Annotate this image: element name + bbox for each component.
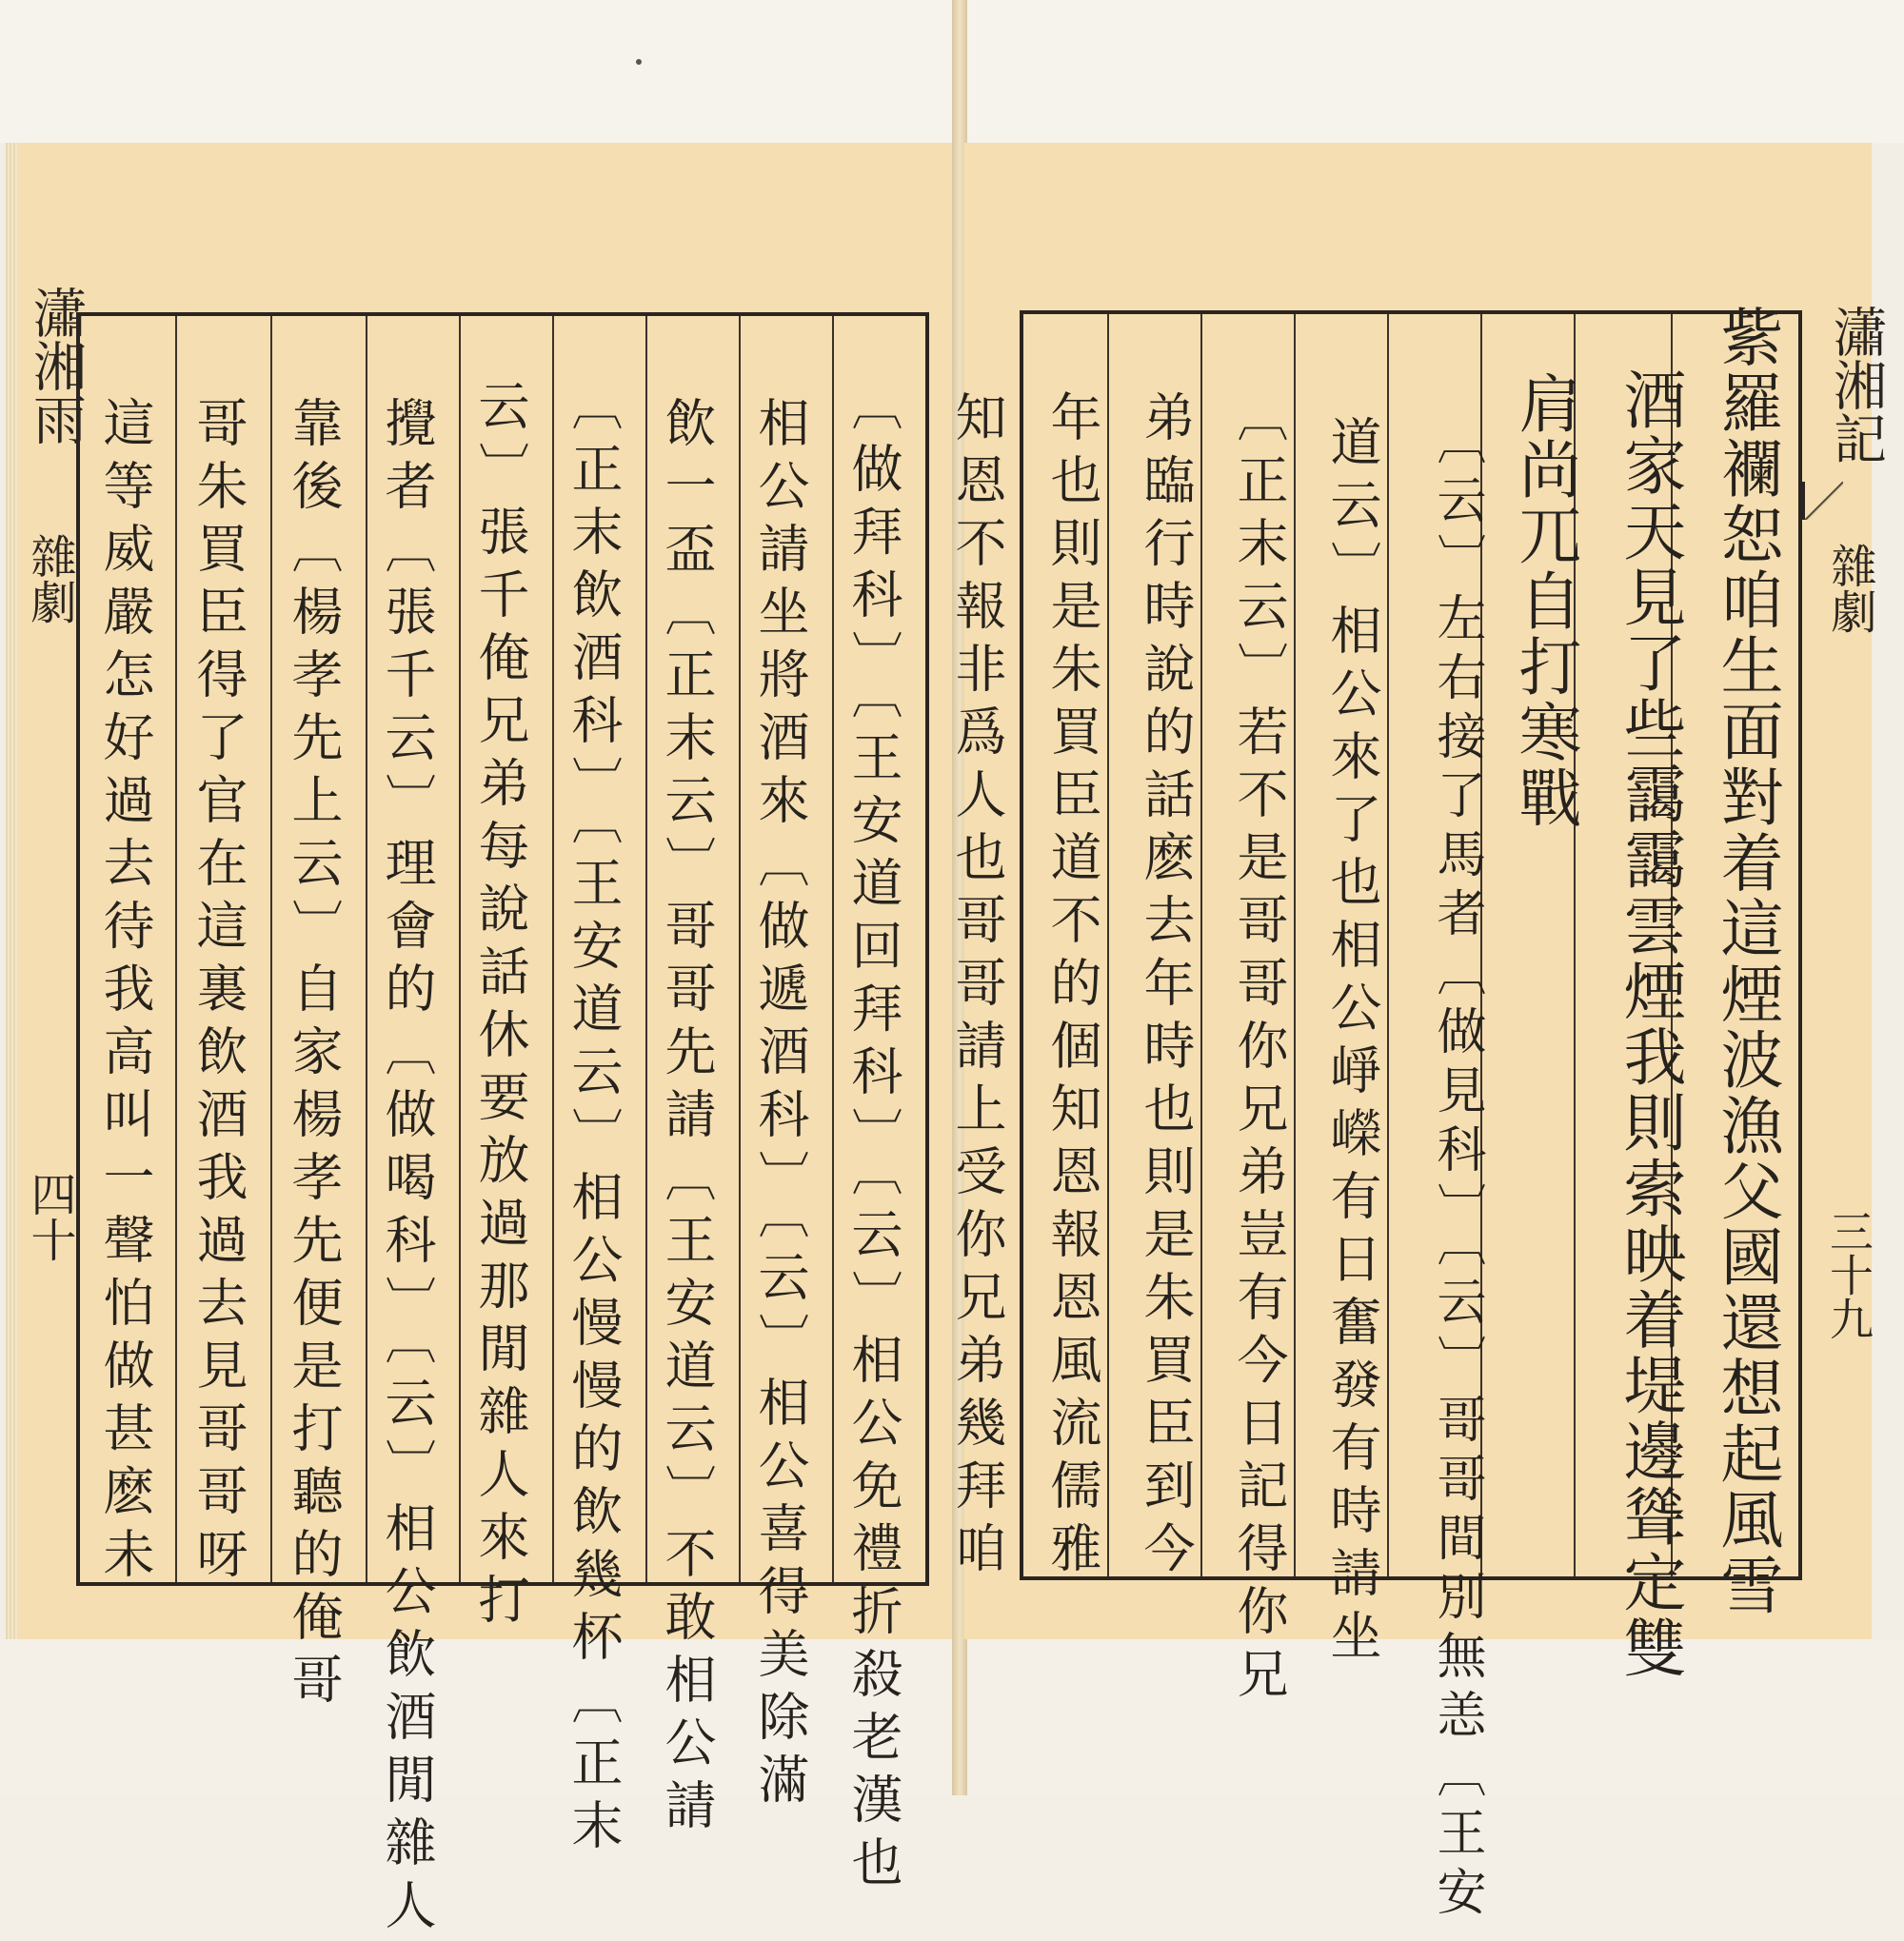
- text-column: 靠後〔楊孝先上云〕自家楊孝先便是打聽的俺哥: [284, 396, 344, 1715]
- aria-column: 紫羅襴恕咱生面對着這煙波漁父國還想起風雪: [1710, 305, 1783, 1618]
- column-rule: [459, 316, 461, 1582]
- right-page: [947, 143, 1887, 1925]
- left-margin-label: 雜劇: [23, 533, 76, 624]
- text-column: 攪者〔張千云〕理會的〔做喝科〕〔云〕相公飲酒閒雜人: [377, 396, 437, 1941]
- left-text-frame: [76, 312, 929, 1941]
- text-column: 年也則是朱買臣道不的個知恩報恩風流儒雅: [1042, 390, 1102, 1584]
- text-column: 這等威嚴怎好過去待我高叫一聲怕做甚麽未: [95, 396, 155, 1590]
- text-column: 〔正末飲酒科〕〔王安道云〕相公慢慢的飲幾杯〔正末: [564, 379, 624, 1861]
- column-rule: [366, 316, 367, 1582]
- column-rule: [645, 316, 647, 1582]
- column-rule: [1294, 314, 1296, 1576]
- right-margin-label: 雜劇: [1823, 543, 1876, 634]
- column-rule: [1107, 314, 1109, 1576]
- column-rule: [832, 316, 834, 1582]
- text-column: 〔云〕左右接了馬者〔做見科〕〔云〕哥哥間別無恙〔王安: [1428, 415, 1485, 1925]
- column-rule: [1387, 314, 1389, 1576]
- text-column: 弟臨行時說的話麽去年時也則是朱買臣到今: [1136, 390, 1196, 1584]
- right-text-frame: [947, 305, 1802, 1925]
- right-folio: 三十九: [1823, 1209, 1874, 1340]
- fish-tail-mark: [1802, 482, 1843, 520]
- aria-column: 酒家天見了些靄靄雲煙我則索映着堤邊聳定雙: [1613, 367, 1686, 1681]
- text-column: 〔做拜科〕〔王安道回拜科〕〔云〕相公免禮折殺老漢也: [843, 379, 903, 1898]
- text-column: 道云〕相公來了也相公崢嶸有日奮發有時請坐: [1322, 415, 1382, 1672]
- column-rule: [175, 316, 177, 1582]
- text-column: 哥朱買臣得了官在這裏飲酒我過去見哥哥呀: [188, 396, 248, 1590]
- left-folio: 四十: [23, 1171, 76, 1262]
- left-page: [17, 143, 960, 1941]
- left-margin-title: 瀟湘雨: [25, 286, 87, 446]
- paper-speck: [636, 59, 642, 65]
- text-column: 〔正末云〕若不是哥哥你兄弟豈有今日記得你兄: [1229, 390, 1289, 1710]
- column-rule: [270, 316, 272, 1582]
- column-rule: [1200, 314, 1202, 1576]
- right-margin-heading: 瀟湘記: [1825, 305, 1887, 465]
- aria-column: 肩尚兀自打寒戰: [1508, 371, 1581, 831]
- text-column: 飲一盃〔正末云〕哥哥先請〔王安道云〕不敢相公請: [657, 396, 717, 1841]
- text-column: 云〕張千俺兄弟每說話休要放過那閒雜人來打: [470, 379, 530, 1635]
- text-column: 相公請坐將酒來〔做遞酒科〕〔云〕相公喜得美除滿: [750, 396, 810, 1815]
- text-column: 知恩不報非爲人也哥哥請上受你兄弟幾拜咱: [947, 390, 1007, 1584]
- column-rule: [552, 316, 554, 1582]
- column-rule: [739, 316, 741, 1582]
